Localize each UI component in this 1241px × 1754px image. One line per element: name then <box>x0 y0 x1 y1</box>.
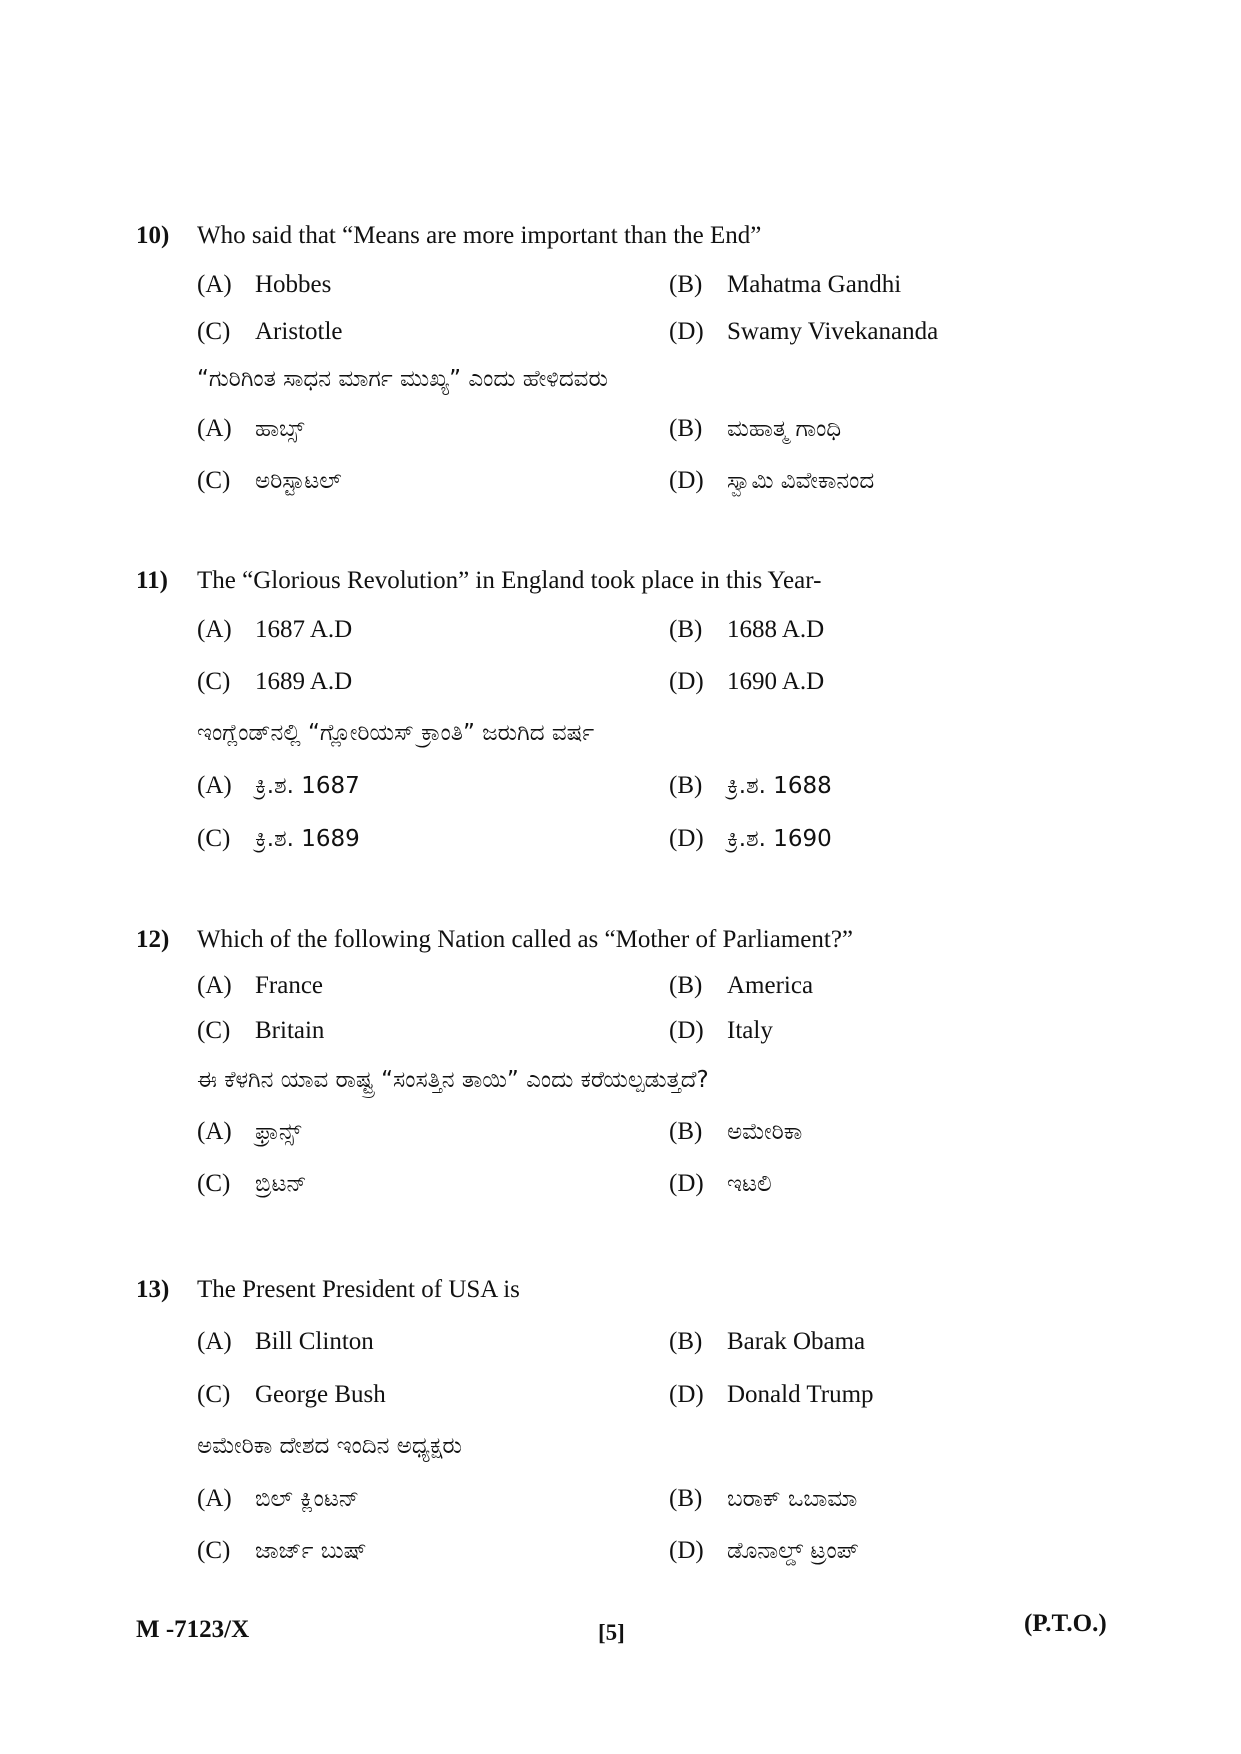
option-b: (B) America <box>669 972 814 999</box>
option-a-kannada: (A) ಬಿಲ್ ಕ್ಲಿಂಟನ್ <box>197 1485 360 1512</box>
question-number: 12) <box>136 926 170 953</box>
option-c: (C) Aristotle <box>197 318 343 345</box>
please-turn-over: (P.T.O.) <box>1024 1610 1107 1637</box>
option-c: (C) 1689 A.D <box>197 668 353 695</box>
option-b: (B) Barak Obama <box>669 1328 866 1355</box>
question-number: 10) <box>136 222 170 249</box>
option-b-kannada: (B) ಬರಾಕ್ ಒಬಾಮಾ <box>669 1485 858 1512</box>
option-c-kannada: (C) ಜಾರ್ಜ್ ಬುಷ್ <box>197 1537 367 1564</box>
option-a-kannada: (A) ಹಾಬ್ಸ್ <box>197 415 305 442</box>
option-d: (D) Donald Trump <box>669 1381 874 1408</box>
option-a: (A) France <box>197 972 324 999</box>
option-c-kannada: (C) ಬ್ರಿಟನ್ <box>197 1170 307 1197</box>
question-number: 13) <box>136 1276 170 1303</box>
option-c: (C) Britain <box>197 1017 325 1044</box>
question-text-kannada: “ಗುರಿಗಿಂತ ಸಾಧನ ಮಾರ್ಗ ಮುಖ್ಯ” ಎಂದು ಹೇಳಿದವರು <box>197 366 608 392</box>
question-text-kannada: ಈ ಕೆಳಗಿನ ಯಾವ ರಾಷ್ಟ್ರ “ಸಂಸತ್ತಿನ ತಾಯಿ” ಎಂದು ಕರೆಯಲ್ಪಡುತ್ತದೆ? <box>197 1067 709 1093</box>
question-text-kannada: ಇಂಗ್ಲೆಂಡ್‌ನಲ್ಲಿ “ಗ್ಲೋರಿಯಸ್ ಕ್ರಾಂತಿ” ಜರುಗಿದ ವರ್ಷ <box>197 720 595 746</box>
option-b-kannada: (B) ಮಹಾತ್ಮ ಗಾಂಧಿ <box>669 415 842 442</box>
paper-code: M -7123/X <box>136 1616 250 1643</box>
question-text: Which of the following Nation called as “Mother of Parliament?” <box>197 926 854 953</box>
option-b-kannada: (B) ಕ್ರಿ.ಶ. 1688 <box>669 772 832 799</box>
option-b-kannada: (B) ಅಮೇರಿಕಾ <box>669 1118 803 1145</box>
page-number: [5] <box>598 1620 625 1645</box>
option-d: (D) 1690 A.D <box>669 668 825 695</box>
option-a: (A) 1687 A.D <box>197 616 353 643</box>
option-d-kannada: (D) ಕ್ರಿ.ಶ. 1690 <box>669 825 832 852</box>
option-d: (D) Italy <box>669 1017 773 1044</box>
option-c: (C) George Bush <box>197 1381 386 1408</box>
option-b: (B) 1688 A.D <box>669 616 825 643</box>
option-a: (A) Hobbes <box>197 271 332 298</box>
option-d-kannada: (D) ಇಟಲಿ <box>669 1170 772 1197</box>
option-a: (A) Bill Clinton <box>197 1328 374 1355</box>
question-text: The “Glorious Revolution” in England took place in this Year- <box>197 567 822 594</box>
option-d-kannada: (D) ಡೊನಾಲ್ಡ್ ಟ್ರಂಪ್ <box>669 1537 859 1564</box>
question-text: The Present President of USA is <box>197 1276 520 1303</box>
option-b: (B) Mahatma Gandhi <box>669 271 902 298</box>
question-text-kannada: ಅಮೇರಿಕಾ ದೇಶದ ಇಂದಿನ ಅಧ್ಯಕ್ಷರು <box>197 1433 462 1459</box>
option-c-kannada: (C) ಅರಿಸ್ಟಾಟಲ್ <box>197 467 342 494</box>
option-c-kannada: (C) ಕ್ರಿ.ಶ. 1689 <box>197 825 360 852</box>
option-a-kannada: (A) ಕ್ರಿ.ಶ. 1687 <box>197 772 360 799</box>
option-d-kannada: (D) ಸ್ವಾಮಿ ವಿವೇಕಾನಂದ <box>669 467 875 494</box>
option-a-kannada: (A) ಫ್ರಾನ್ಸ್ <box>197 1118 302 1145</box>
question-number: 11) <box>136 567 168 594</box>
question-text: Who said that “Means are more important than the End” <box>197 222 762 249</box>
option-d: (D) Swamy Vivekananda <box>669 318 939 345</box>
